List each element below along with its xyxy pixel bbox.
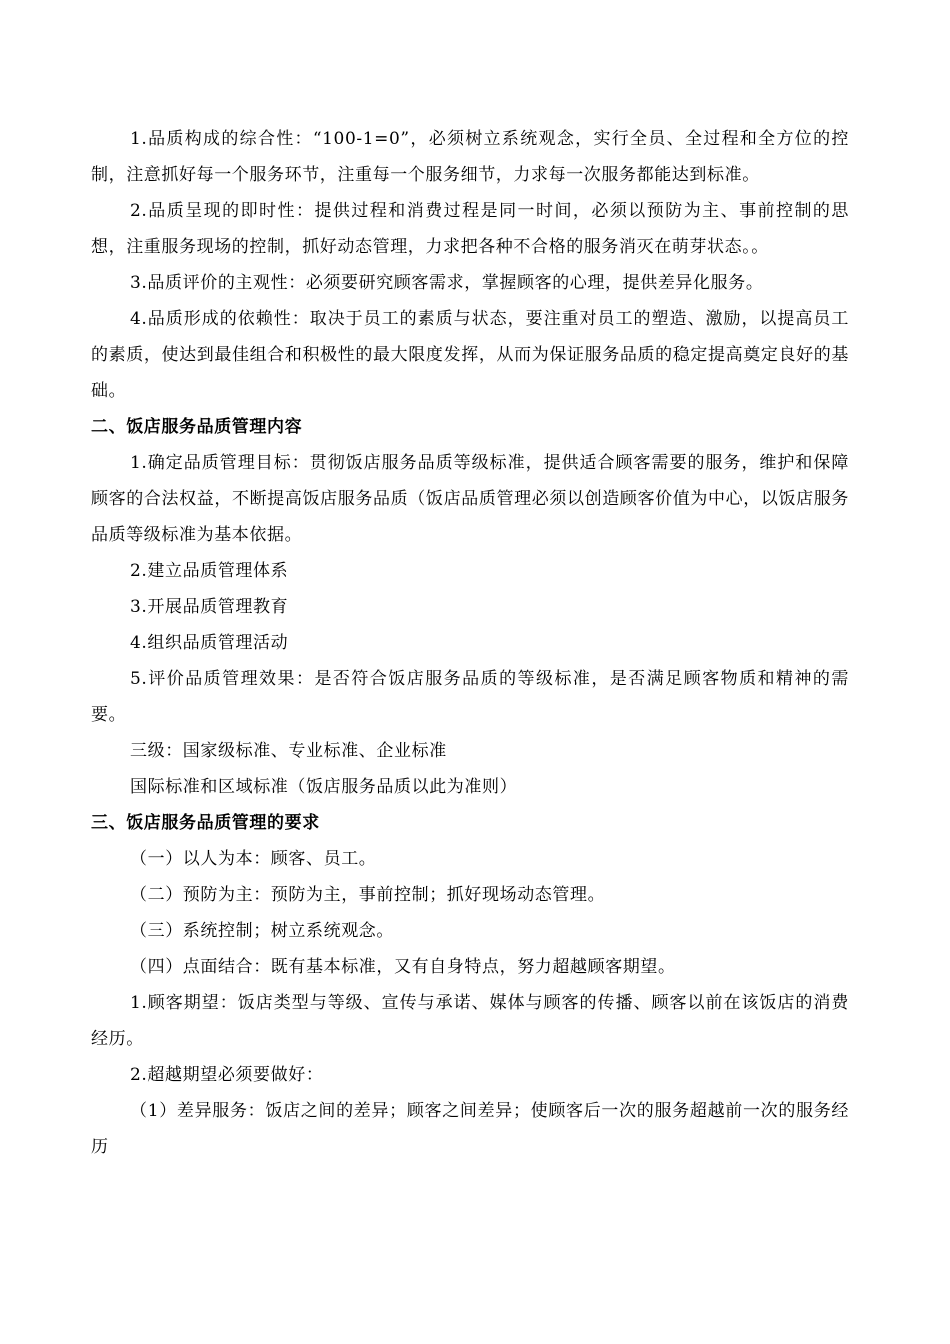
paragraph-system-control: （三）系统控制；树立系统观念。 [130,921,394,941]
paragraph-international-standards: 国际标准和区域标准（饭店服务品质以此为准则） [130,777,518,797]
paragraph-quality-composition: 1.品质构成的综合性：“100-1=0”，必须树立系统观念，实行全员、全过程和全方位的控制，注意抓好每一个服务环节，注重每一个服务细节，力求每一次服务都能达到标准。 [91,129,849,185]
paragraph-quality-dependency: 4.品质形成的依赖性：取决于员工的素质与状态，要注重对员工的塑造、激励，以提高员工的素质，使达到最佳组合和积极性的最大限度发挥，从而为保证服务品质的稳定提高奠定良好的基础。 [91,309,849,401]
paragraph-customer-expectation: 1.顾客期望：饭店类型与等级、宣传与承诺、媒体与顾客的传播、顾客以前在该饭店的消费经历。 [91,993,849,1049]
paragraph-three-levels: 三级：国家级标准、专业标准、企业标准 [130,741,447,761]
paragraph-set-goals: 1.确定品质管理目标：贯彻饭店服务品质等级标准，提供适合顾客需要的服务，维护和保障顾客的合法权益，不断提高饭店服务品质（饭店品质管理必须以创造顾客价值为中心，以饭店服务品质等级标准为基本依据。 [91,453,849,545]
paragraph-quality-immediacy: 2.品质呈现的即时性：提供过程和消费过程是同一时间，必须以预防为主、事前控制的思想，注重服务现场的控制，抓好动态管理，力求把各种不合格的服务消灭在萌芽状态。。 [91,201,849,257]
paragraph-people-oriented: （一）以人为本：顾客、员工。 [130,849,377,869]
paragraph-point-and-surface: （四）点面结合：既有基本标准，又有自身特点，努力超越顾客期望。 [130,957,676,977]
paragraph-activities: 4.组织品质管理活动 [130,633,289,653]
paragraph-build-system: 2.建立品质管理体系 [130,561,289,581]
section-heading-management-content: 二、饭店服务品质管理内容 [91,417,303,437]
paragraph-differentiated-service: （1）差异服务：饭店之间的差异；顾客之间差异；使顾客后一次的服务超越前一次的服务经历 [91,1101,849,1157]
document-page [91,121,849,1165]
paragraph-prevention-first: （二）预防为主：预防为主，事前控制；抓好现场动态管理。 [130,885,606,905]
paragraph-exceed-expectation: 2.超越期望必须要做好： [130,1065,324,1085]
section-heading-management-requirements: 三、饭店服务品质管理的要求 [91,813,320,833]
paragraph-evaluate-effect: 5.评价品质管理效果：是否符合饭店服务品质的等级标准，是否满足顾客物质和精神的需要。 [91,669,849,725]
paragraph-quality-subjectivity: 3.品质评价的主观性：必须要研究顾客需求，掌握顾客的心理，提供差异化服务。 [130,273,764,293]
paragraph-education: 3.开展品质管理教育 [130,597,289,617]
